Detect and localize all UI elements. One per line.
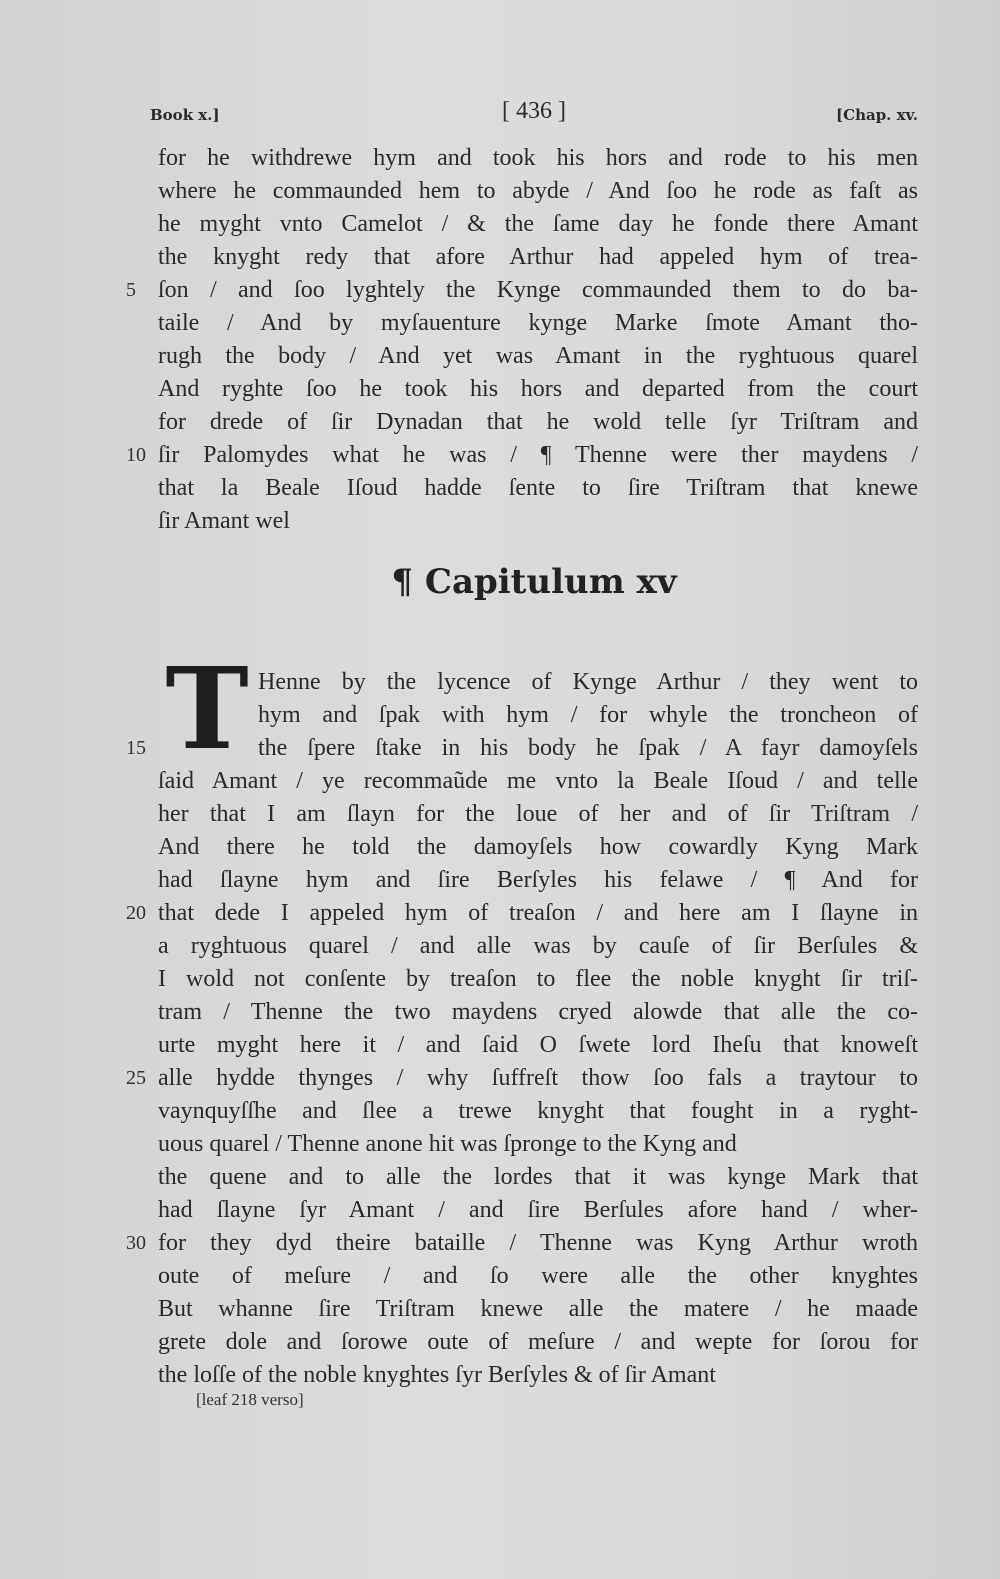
text-line [158, 505, 918, 538]
line-text: And ryghte ſoo he took his hors and departed from the court [158, 376, 918, 402]
chapter-body [126, 666, 918, 1392]
line-number: 5 [126, 279, 136, 301]
text-line [126, 274, 918, 307]
line-text: that la Beale Iſoud hadde ſente to ſire Triſtram that knewe [158, 475, 918, 501]
line-text: tram / Thenne the two maydens cryed alowde that alle the co- [158, 999, 918, 1025]
text-line [158, 963, 918, 996]
line-text: And there he told the damoyſels how cowardly Kyng Mark [158, 834, 918, 860]
line-text: vaynquyſſhe and ſlee a trewe knyght that fought in a ryght- [158, 1098, 918, 1124]
text-line [158, 142, 918, 175]
text-line [126, 439, 918, 472]
text-line [158, 864, 918, 897]
text-line [126, 1227, 918, 1260]
text-line [158, 1029, 918, 1062]
text-line [158, 472, 918, 505]
text-line [158, 798, 918, 831]
text-line [126, 897, 918, 930]
text-line [158, 996, 918, 1029]
line-text: uous quarel / Thenne anone hit was ſpronge to the Kyng and [158, 1131, 737, 1157]
line-text: taile / And by myſauenture kynge Marke ſmote Amant tho- [158, 310, 918, 336]
text-line [158, 1128, 918, 1161]
line-text: had ſlayne hym and ſire Berſyles his felawe / ¶ And for [158, 867, 918, 893]
line-text: ſir Palomydes what he was / ¶ Thenne were ther maydens / [158, 442, 918, 468]
text-line [158, 373, 918, 406]
text-line [158, 241, 918, 274]
line-text: the ſpere ſtake in his body he ſpak / A fayr damoyſels [258, 735, 918, 761]
line-text: grete dole and ſorowe oute of meſure / and wepte for ſorou for [158, 1329, 918, 1355]
line-text: urte myght here it / and ſaid O ſwete lord Iheſu that knoweſt [158, 1032, 918, 1058]
line-text: the loſſe of the noble knyghtes ſyr Berſyles & of ſir Amant [158, 1362, 716, 1388]
line-number: 25 [126, 1067, 146, 1089]
line-text: he myght vnto Camelot / & the ſame day he fonde there Amant [158, 211, 918, 237]
line-number: 20 [126, 902, 146, 924]
leaf-note: [leaf 218 verso] [196, 1390, 304, 1409]
text-line [158, 666, 918, 699]
line-text: ſon / and ſoo lyghtely the Kynge commaunded them to do ba- [158, 277, 918, 303]
text-line [158, 699, 918, 732]
text-line [158, 406, 918, 439]
line-text: ſir Amant wel [158, 508, 290, 534]
chapter-heading: ¶ Capitulum xv [391, 562, 677, 602]
line-text: ſaid Amant / ye recommaũde me vnto la Beale Iſoud / and telle [158, 768, 918, 794]
text-line [158, 930, 918, 963]
book-label: Book x.] [150, 106, 220, 124]
text-line [158, 1293, 918, 1326]
line-text: had ſlayne ſyr Amant / and ſire Berſules afore hand / wher- [158, 1197, 918, 1223]
text-line [158, 1260, 918, 1293]
line-text: Henne by the lycence of Kynge Arthur / they went to [258, 669, 918, 695]
line-text: where he commaunded hem to abyde / And ſoo he rode as faſt as [158, 178, 918, 204]
line-text: rugh the body / And yet was Amant in the ryghtuous quarel [158, 343, 918, 369]
line-number: 10 [126, 444, 146, 466]
line-text: I wold not conſente by treaſon to flee the noble knyght ſir triſ- [158, 966, 918, 992]
text-line [126, 1062, 918, 1095]
page-number: [ 436 ] [502, 98, 566, 124]
chapter-label: [Chap. xv. [836, 106, 918, 124]
line-text: alle hydde thynges / why ſuffreſt thow ſoo fals a traytour to [158, 1065, 918, 1091]
text-line [158, 1326, 918, 1359]
text-line [158, 765, 918, 798]
line-text: a ryghtuous quarel / and alle was by cauſe of ſir Berſules & [158, 933, 918, 959]
line-text: hym and ſpak with hym / for whyle the troncheon of [258, 702, 918, 728]
text-line [158, 1194, 918, 1227]
text-line [158, 1161, 918, 1194]
text-line [158, 307, 918, 340]
text-line [158, 1359, 918, 1392]
line-text: her that I am ſlayn for the loue of her and of ſir Triſtram / [158, 801, 918, 827]
text-line [126, 732, 918, 765]
drop-cap-initial: T [165, 644, 249, 775]
line-number: 30 [126, 1232, 146, 1254]
text-line [158, 1095, 918, 1128]
line-text: that dede I appeled hym of treaſon / and here am I ſlayne in [158, 900, 918, 926]
line-text: the knyght redy that afore Arthur had appeled hym of trea- [158, 244, 918, 270]
running-header [150, 98, 918, 132]
line-text: oute of meſure / and ſo were alle the other knyghtes [158, 1263, 918, 1289]
line-number: 15 [126, 737, 146, 759]
line-text: the quene and to alle the lordes that it was kynge Mark that [158, 1164, 918, 1190]
text-line [158, 175, 918, 208]
line-text: But whanne ſire Triſtram knewe alle the matere / he maade [158, 1296, 918, 1322]
text-line [158, 340, 918, 373]
paragraph-before-chapter [126, 142, 918, 538]
text-line [158, 831, 918, 864]
line-text: for they dyd theire bataille / Thenne was Kyng Arthur wroth [158, 1230, 918, 1256]
text-line [158, 208, 918, 241]
line-text: for he withdrewe hym and took his hors and rode to his men [158, 145, 918, 171]
line-text: for drede of ſir Dynadan that he wold telle ſyr Triſtram and [158, 409, 918, 435]
